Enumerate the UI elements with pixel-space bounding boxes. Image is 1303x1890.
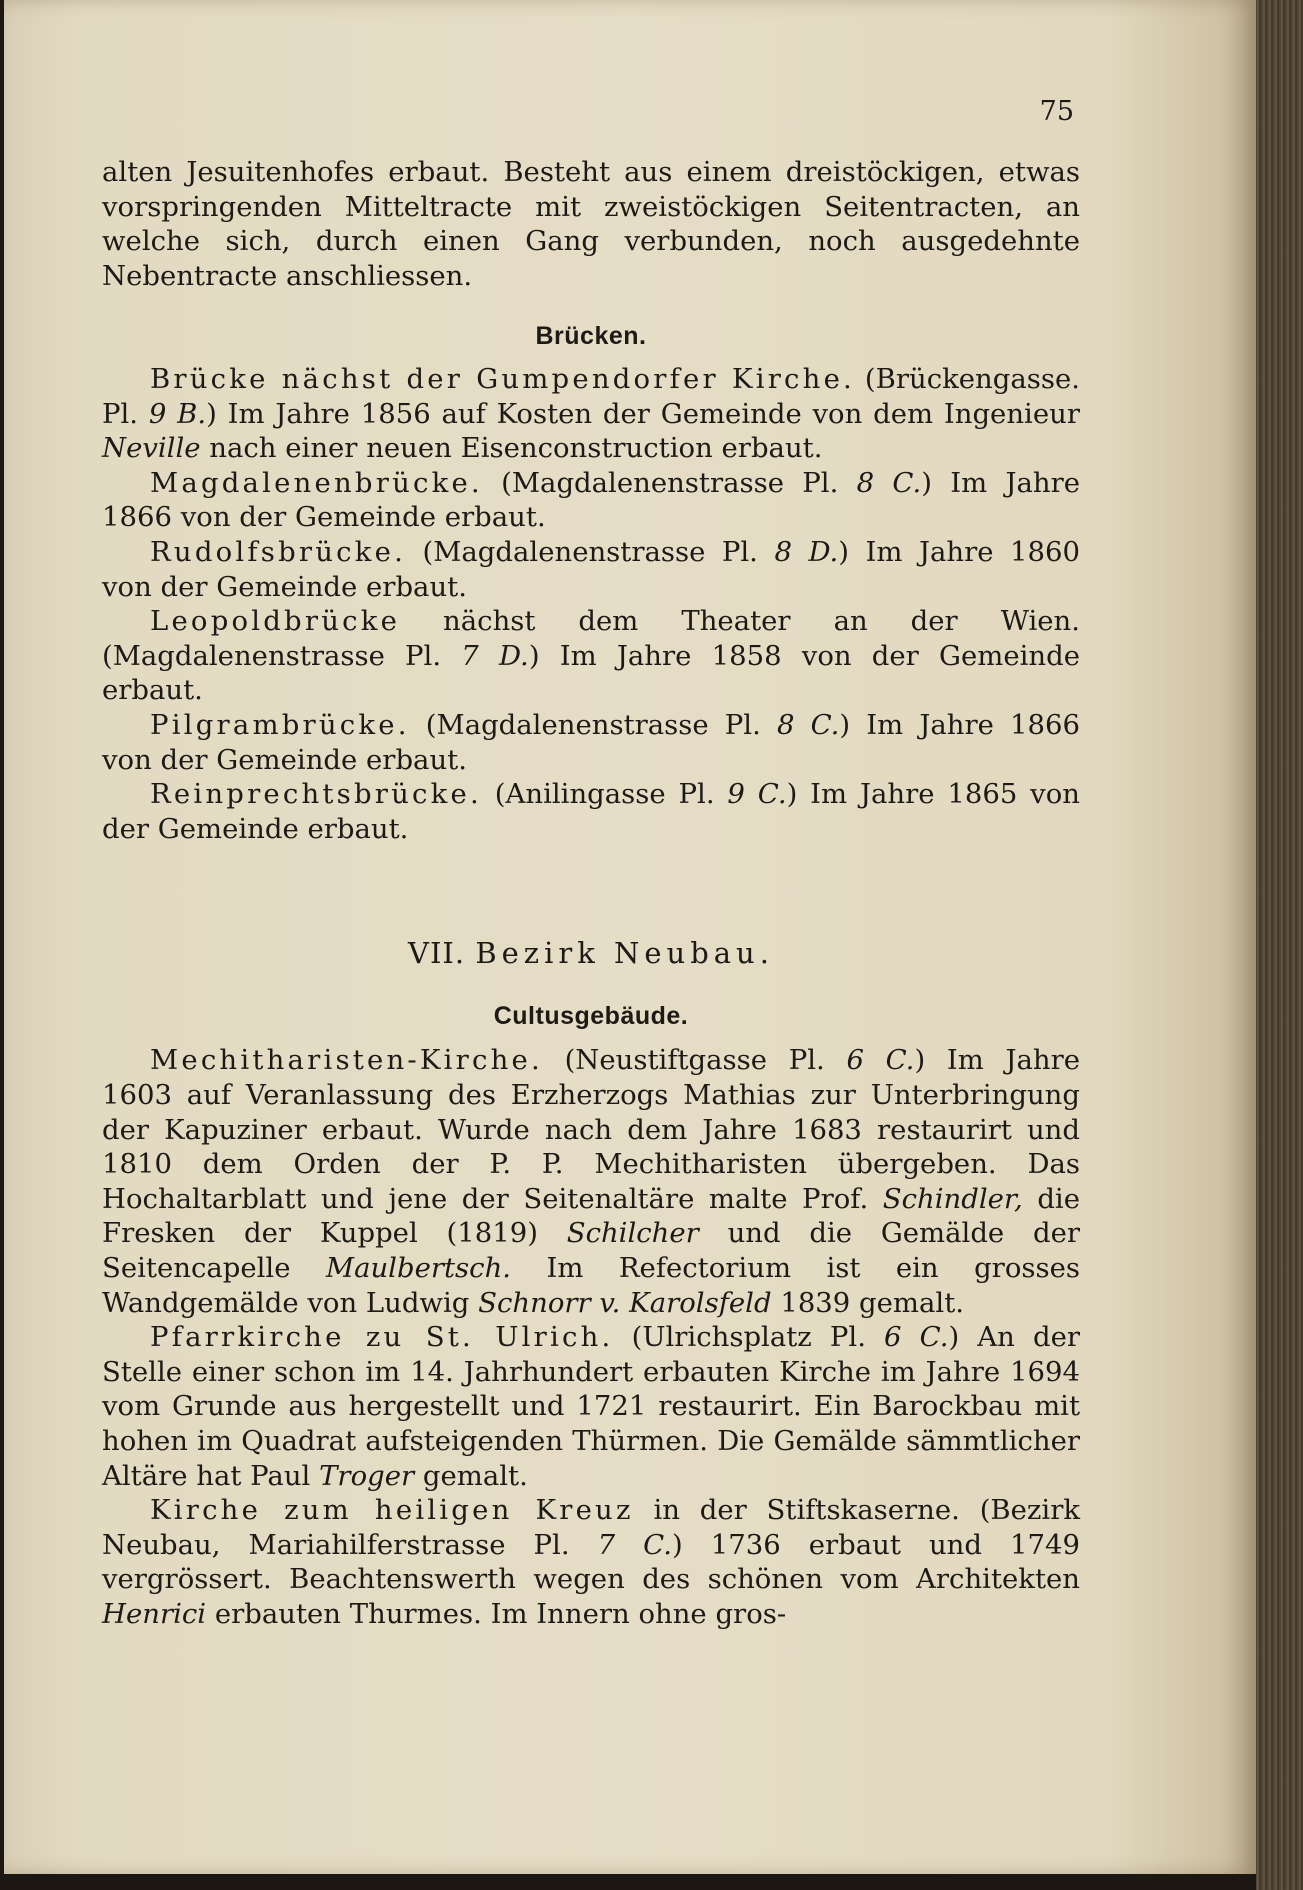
- person-name: Maulbertsch.: [325, 1252, 512, 1285]
- church-entry-kreuz: Kirche zum heiligen Kreuz in der Stiftskaserne. (Bezirk Neubau, Mariahilferstrasse Pl. 7 C.) 1736 erbaut und 1749 vergrössert. Beachtenswerth wegen des schönen vom Architekten Henrici erbauten Thurmes. Im Innern ohne gros-: [102, 1494, 1080, 1630]
- plan-reference: 7 C.: [597, 1528, 672, 1561]
- bridge-entry: Rudolfsbrücke. (Magdalenenstrasse Pl. 8 D.) Im Jahre 1860 von der Gemeinde erbaut.: [102, 535, 1080, 603]
- district-numeral: VII.: [408, 936, 466, 971]
- bridge-entry: Reinprechtsbrücke. (Anilingasse Pl. 9 C.) Im Jahre 1865 von der Gemeinde erbaut.: [102, 778, 1080, 845]
- intro-paragraph: alten Jesuitenhofes erbaut. Besteht aus einem dreistöckigen, etwas vorspringenden Mitteltracte mit zweistöckigen Seitentracten, an welche sich, durch einen Gang verbunden, noch ausgedehnte Nebentracte anschliessen.: [102, 156, 1080, 292]
- bridge-name: Rudolfsbrücke.: [150, 535, 407, 568]
- district-heading: [102, 936, 1080, 971]
- page-edges: [1256, 0, 1303, 1890]
- person-name: Schnorr v. Karolsfeld: [478, 1286, 772, 1319]
- plan-reference: 7 D.: [461, 639, 529, 672]
- person-name: Schindler,: [882, 1182, 1023, 1215]
- church-entry-mechitharisten: Mechitharisten-Kirche. (Neustiftgasse Pl. 6 C.) Im Jahre 1603 auf Veranlassung des Erzherzogs Mathias zur Unterbringung der Kapuziner erbaut. Wurde nach dem Jahre 1683 restaurirt und 1810 dem Orden der P. P. Mechitharisten übergeben. Das Hochaltarblatt und jene der Seitenaltäre malte Prof. Schindler, die Fresken der Kuppel (1819) Schilcher und die Gemälde der Seitencapelle Maulbertsch. Im Refectorium ist ein grosses Wandgemälde von Ludwig Schnorr v. Karolsfeld 1839 gemalt.: [102, 1044, 1081, 1319]
- person-name: Schilcher: [566, 1217, 699, 1250]
- section-heading-cultus: Cultusgebäude.: [493, 1001, 689, 1030]
- book-page: [4, 0, 1256, 1874]
- person-name: Henrici: [102, 1597, 207, 1630]
- plan-reference: 8 D.: [774, 535, 839, 568]
- bridge-entry: Magdalenenbrücke. (Magdalenenstrasse Pl. 8 C.) Im Jahre 1866 von der Gemeinde erbaut.: [102, 466, 1081, 534]
- plan-reference: 9 C.: [727, 778, 787, 811]
- bridge-name: Brücke nächst der Gumpendorfer Kirche.: [150, 362, 855, 395]
- bridge-entry: Pilgrambrücke. (Magdalenenstrasse Pl. 8 C.) Im Jahre 1866 von der Gemeinde erbaut.: [102, 708, 1081, 776]
- plan-reference: 8 C.: [856, 466, 922, 499]
- person-name: Neville: [102, 432, 201, 465]
- district-name: Bezirk Neubau.: [475, 936, 774, 971]
- bridge-entry: Leopoldbrücke nächst dem Theater an der Wien. (Magdalenenstrasse Pl. 7 D.) Im Jahre 1858 von der Gemeinde erbaut.: [102, 605, 1080, 707]
- page-body: [102, 155, 1080, 1632]
- church-name: Kirche zum heiligen Kreuz: [150, 1494, 634, 1527]
- section-heading-bruecken: Brücken.: [535, 322, 647, 351]
- person-name: Troger: [319, 1459, 415, 1492]
- plan-reference: 6 C.: [846, 1044, 915, 1077]
- plan-reference: 8 C.: [776, 708, 840, 741]
- church-name: Mechitharisten-Kirche.: [150, 1044, 543, 1077]
- page-number: 75: [1039, 96, 1074, 127]
- church-name: Pfarrkirche zu St. Ulrich.: [150, 1321, 614, 1354]
- bridge-name: Reinprechtsbrücke.: [150, 778, 482, 811]
- bridge-name: Leopoldbrücke: [150, 605, 401, 638]
- bridge-name: Magdalenenbrücke.: [150, 466, 483, 499]
- church-entry-ulrich: Pfarrkirche zu St. Ulrich. (Ulrichsplatz Pl. 6 C.) An der Stelle einer schon im 14. Jahrhundert erbauten Kirche im Jahre 1694 vom Grunde aus hergestellt und 1721 restaurirt. Ein Barockbau mit hohen im Quadrat aufsteigenden Thürmen. Die Gemälde sämmtlicher Altäre hat Paul Troger gemalt.: [102, 1321, 1080, 1492]
- plan-reference: 9 B.: [148, 397, 207, 430]
- bridge-name: Pilgrambrücke.: [150, 708, 410, 741]
- plan-reference: 6 C.: [884, 1321, 949, 1354]
- bridge-entry: Brücke nächst der Gumpendorfer Kirche. (Brückengasse. Pl. 9 B.) Im Jahre 1856 auf Kosten der Gemeinde von dem Ingenieur Neville nach einer neuen Eisenconstruction erbaut.: [102, 362, 1080, 465]
